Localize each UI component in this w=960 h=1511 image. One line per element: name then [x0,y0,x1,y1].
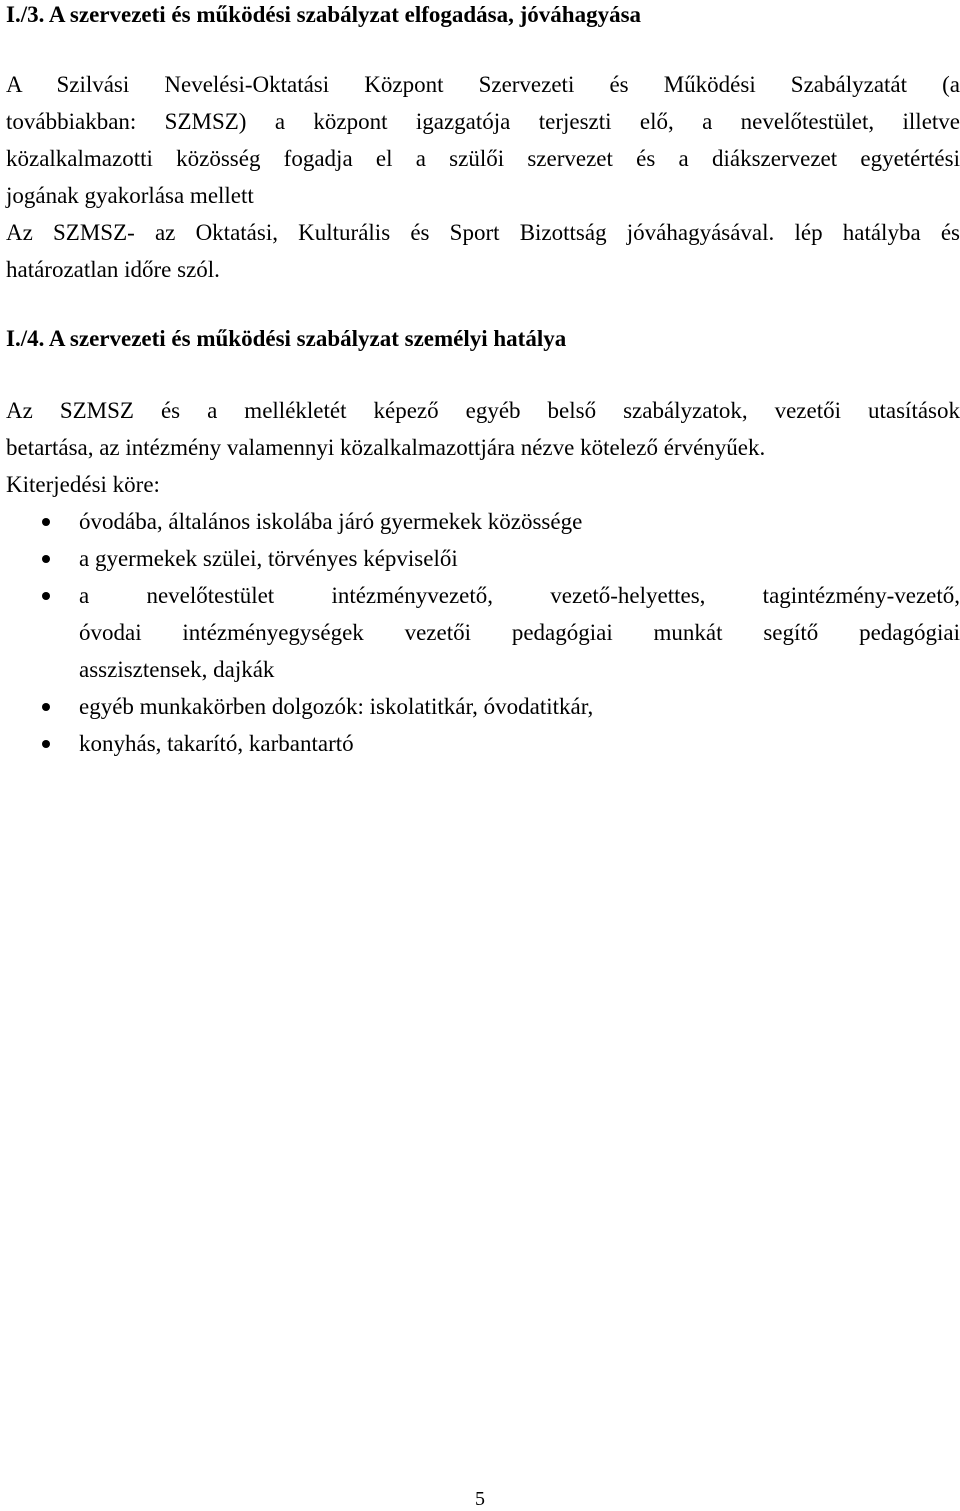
list-item [6,725,960,762]
list-item [6,577,960,688]
bullet-icon [42,740,50,748]
paragraph-line: közalkalmazotti közösség fogadja el a szülői szervezet és a diákszervezet egyetértési [6,146,960,171]
section-heading-4: I./4. A szervezeti és működési szabályzat személyi hatálya [6,326,567,351]
section-3-paragraph [6,66,960,288]
scope-list [6,503,960,762]
page-number: 5 [475,1488,485,1510]
paragraph-line: jogának gyakorlása mellett [6,183,254,208]
bullet-icon [42,703,50,711]
list-item-line: a gyermekek szülei, törvényes képviselői [79,546,458,571]
bullet-icon [42,592,50,600]
list-item [6,503,960,540]
bullet-icon [42,518,50,526]
list-item [6,540,960,577]
section-heading-3: I./3. A szervezeti és működési szabályzat elfogadása, jóváhagyása [6,2,642,27]
paragraph-line: Kiterjedési köre: [6,472,160,497]
paragraph-line: A Szilvási Nevelési-Oktatási Központ Szervezeti és Működési Szabályzatát (a [6,72,960,97]
list-item-line: egyéb munkakörben dolgozók: iskolatitkár, óvodatitkár, [79,694,594,719]
paragraph-line: Az SZMSZ és a mellékletét képező egyéb belső szabályzatok, vezetői utasítások [6,398,960,423]
section-4-paragraph [6,392,960,503]
paragraph-line: betartása, az intézmény valamennyi közalkalmazottjára nézve kötelező érvényűek. [6,435,766,460]
list-item [6,688,960,725]
paragraph-line: továbbiakban: SZMSZ) a központ igazgatója terjeszti elő, a nevelőtestület, illetve [6,109,960,134]
list-item-line: konyhás, takarító, karbantartó [79,731,354,756]
list-item-line: a nevelőtestület intézményvezető, vezető-helyettes, tagintézmény-vezető, [79,583,960,608]
paragraph-line: Az SZMSZ- az Oktatási, Kulturális és Sport Bizottság jóváhagyásával. lép hatályba és [6,220,960,245]
list-item-line: asszisztensek, dajkák [79,657,275,682]
paragraph-line: határozatlan időre szól. [6,257,220,282]
list-item-line: óvodai intézményegységek vezetői pedagógiai munkát segítő pedagógiai [79,620,960,645]
list-item-line: óvodába, általános iskolába járó gyermekek közössége [79,509,583,534]
bullet-icon [42,555,50,563]
